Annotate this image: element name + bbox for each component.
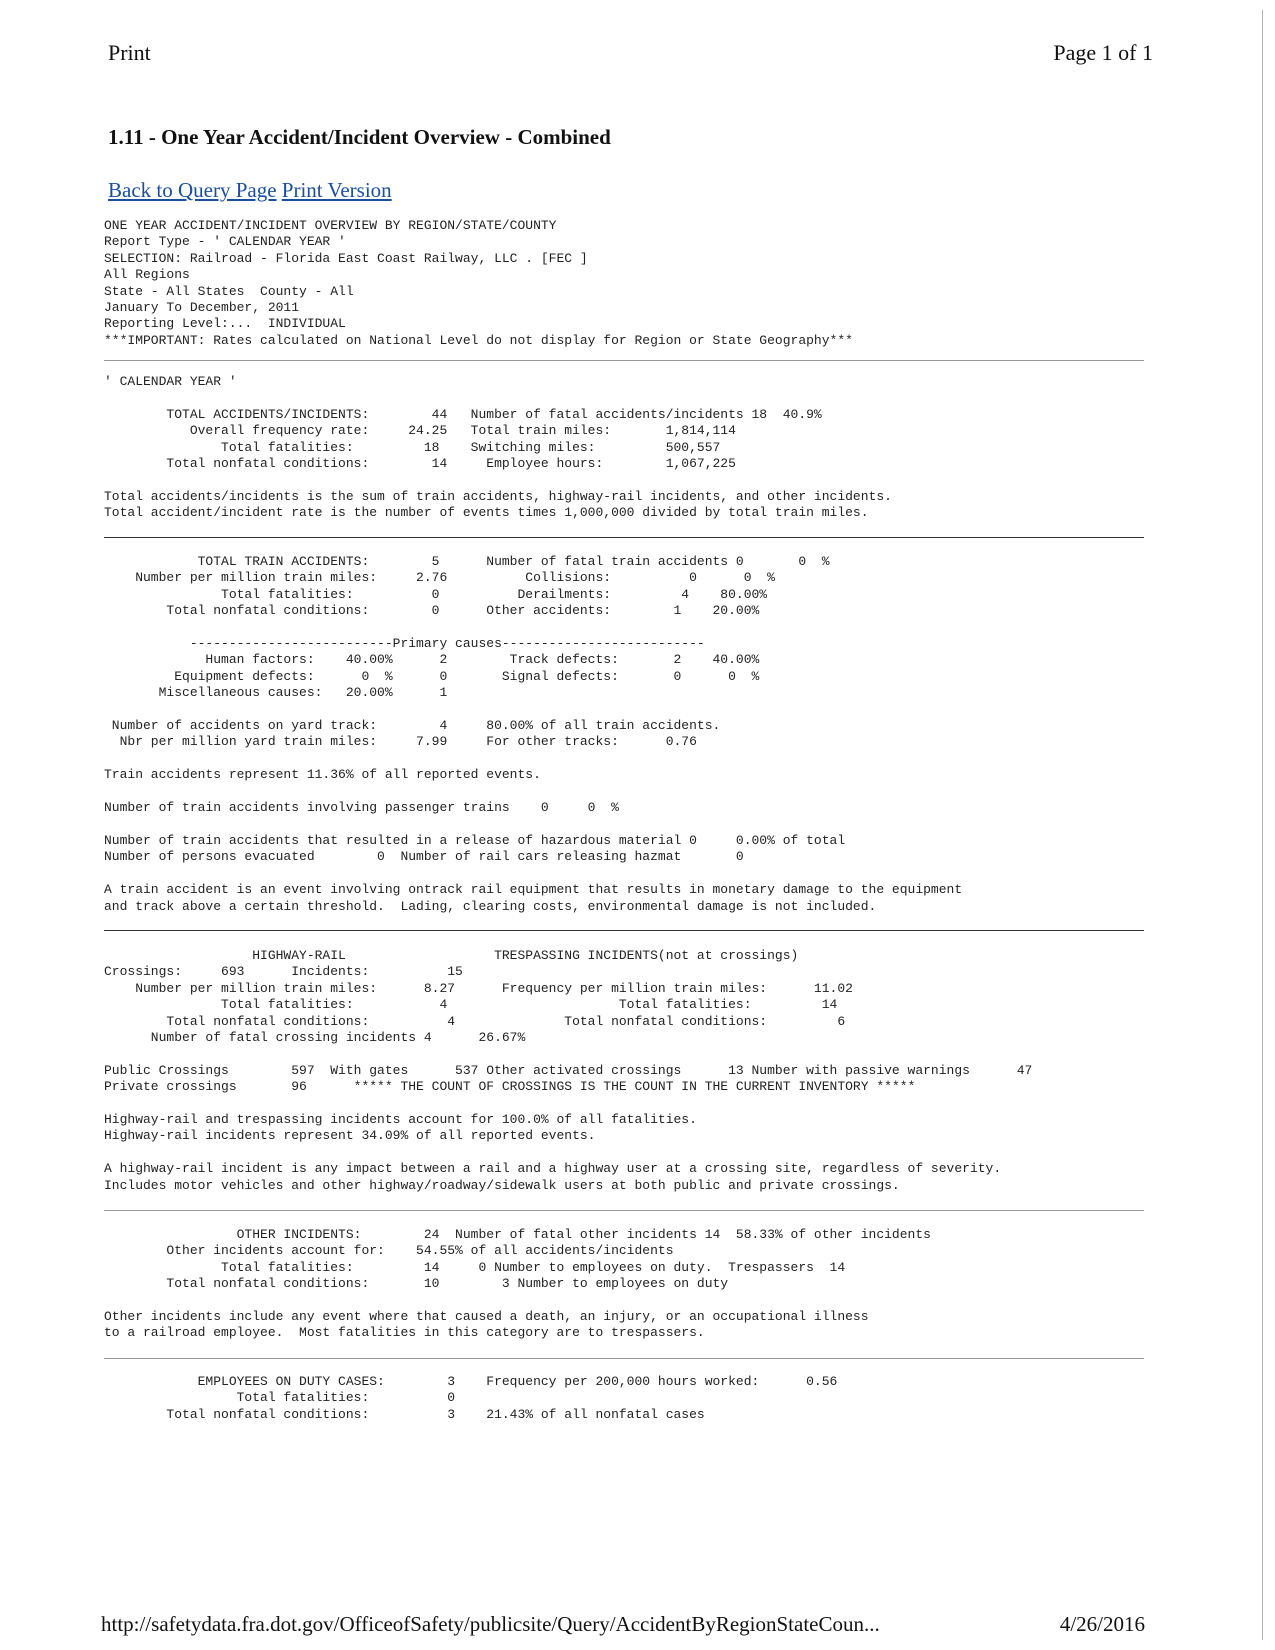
report-line: SELECTION: Railroad - Florida East Coast Railway, LLC . [FEC ]	[104, 250, 588, 266]
report-line: Number of fatal crossing incidents 4 26.67%	[104, 1030, 526, 1046]
footer-url: http://safetydata.fra.dot.gov/OfficeofSafety/publicsite/Query/AccidentByRegionStateCoun...	[101, 1612, 880, 1636]
other-incidents-section	[104, 1227, 931, 1342]
train-accidents-section	[104, 554, 962, 915]
report-line: Total fatalities: 14 0 Number to employees on duty. Trespassers 14	[104, 1259, 846, 1275]
employees-section	[104, 1374, 837, 1423]
report-line: Total nonfatal conditions: 14 Employee hours: 1,067,225	[104, 456, 736, 472]
page-edge	[1262, 10, 1263, 1640]
report-line: Number of persons evacuated 0 Number of rail cars releasing hazmat 0	[104, 849, 744, 865]
report-line: Total accident/incident rate is the number of events times 1,000,000 divided by total train miles.	[104, 505, 869, 521]
report-line: ONE YEAR ACCIDENT/INCIDENT OVERVIEW BY REGION/STATE/COUNTY	[104, 218, 557, 233]
report-line: Number per million train miles: 8.27 Frequency per million train miles: 11.02	[104, 980, 853, 996]
report-line: Total accidents/incidents is the sum of train accidents, highway-rail incidents, and other incidents.	[104, 488, 892, 504]
report-line: Number per million train miles: 2.76 Collisions: 0 0 %	[104, 570, 775, 586]
report-line: Total nonfatal conditions: 3 21.43% of all nonfatal cases	[104, 1406, 705, 1422]
report-line: TOTAL TRAIN ACCIDENTS: 5 Number of fatal train accidents 0 0 %	[104, 554, 830, 569]
report-line: Other incidents include any event where that caused a death, an injury, or an occupational illness	[104, 1309, 869, 1325]
divider	[104, 930, 1144, 931]
report-header	[104, 218, 853, 349]
report-line: Train accidents represent 11.36% of all reported events.	[104, 767, 541, 783]
report-line: Reporting Level:... INDIVIDUAL	[104, 316, 346, 332]
report-line: Total nonfatal conditions: 10 3 Number to employees on duty	[104, 1276, 729, 1292]
calendar-year-section	[104, 374, 892, 522]
report-title: 1.11 - One Year Accident/Incident Overview - Combined	[108, 125, 611, 149]
report-line: January To December, 2011	[104, 300, 300, 316]
report-line: Highway-rail and trespassing incidents account for 100.0% of all fatalities.	[104, 1112, 697, 1128]
report-line: Human factors: 40.00% 2 Track defects: 2 40.00%	[104, 652, 760, 668]
report-line: Equipment defects: 0 % 0 Signal defects: 0 0 %	[104, 668, 760, 684]
report-line: Total nonfatal conditions: 0 Other accidents: 1 20.00%	[104, 603, 760, 619]
report-line: Report Type - ' CALENDAR YEAR '	[104, 234, 346, 250]
report-line: Total fatalities: 4 Total fatalities: 14	[104, 997, 838, 1013]
report-line: Miscellaneous causes: 20.00% 1	[104, 685, 448, 701]
report-line: to a railroad employee. Most fatalities in this category are to trespassers.	[104, 1325, 705, 1341]
report-line: Nbr per million yard train miles: 7.99 For other tracks: 0.76	[104, 734, 697, 750]
report-line: Highway-rail incidents represent 34.09% of all reported events.	[104, 1128, 596, 1144]
report-line: Crossings: 693 Incidents: 15	[104, 964, 463, 980]
nav-links	[108, 178, 392, 203]
report-line: Overall frequency rate: 24.25 Total train miles: 1,814,114	[104, 423, 736, 439]
footer-date: 4/26/2016	[1059, 1612, 1145, 1636]
print-label: Print	[108, 40, 151, 65]
report-line: --------------------------Primary causes--------------------------	[104, 636, 705, 652]
report-line: A highway-rail incident is any impact between a rail and a highway user at a crossing site, regardless of severity.	[104, 1161, 1002, 1177]
report-line: Private crossings 96 ***** THE COUNT OF CROSSINGS IS THE COUNT IN THE CURRENT INVENTORY *****	[104, 1079, 916, 1095]
report-line: Number of train accidents that resulted in a release of hazardous material 0 0.00% of total	[104, 832, 846, 848]
report-line: Total fatalities: 0 Derailments: 4 80.00%	[104, 586, 768, 602]
divider	[104, 1210, 1144, 1211]
report-line: EMPLOYEES ON DUTY CASES: 3 Frequency per 200,000 hours worked: 0.56	[104, 1374, 838, 1389]
report-line: Number of accidents on yard track: 4 80.00% of all train accidents.	[104, 718, 721, 734]
report-line: TOTAL ACCIDENTS/INCIDENTS: 44 Number of fatal accidents/incidents 18 40.9%	[104, 406, 822, 422]
back-to-query-link[interactable]: Back to Query Page	[108, 178, 277, 202]
report-line: Other incidents account for: 54.55% of all accidents/incidents	[104, 1243, 674, 1259]
report-line: and track above a certain threshold. Lading, clearing costs, environmental damage is not included.	[104, 898, 877, 914]
page-number: Page 1 of 1	[1053, 40, 1153, 65]
report-line: A train accident is an event involving ontrack rail equipment that results in monetary damage to the equipment	[104, 882, 963, 898]
report-line: Total fatalities: 0	[104, 1390, 456, 1406]
report-line: State - All States County - All	[104, 283, 354, 299]
divider	[104, 360, 1144, 361]
report-line: ' CALENDAR YEAR '	[104, 374, 237, 389]
report-line: Number of train accidents involving passenger trains 0 0 %	[104, 800, 619, 816]
report-line: HIGHWAY-RAIL TRESPASSING INCIDENTS(not at crossings)	[104, 948, 799, 963]
report-line: Public Crossings 597 With gates 537 Other activated crossings 13 Number with passive warnings 47	[104, 1062, 1033, 1078]
report-line: Total fatalities: 18 Switching miles: 500,557	[104, 439, 721, 455]
report-line: OTHER INCIDENTS: 24 Number of fatal other incidents 14 58.33% of other incidents	[104, 1227, 931, 1242]
divider	[104, 537, 1144, 538]
print-version-link[interactable]: Print Version	[281, 178, 392, 202]
report-line: ***IMPORTANT: Rates calculated on National Level do not display for Region or State Geography***	[104, 332, 853, 348]
report-line: Total nonfatal conditions: 4 Total nonfatal conditions: 6	[104, 1013, 846, 1029]
report-line: Includes motor vehicles and other highway/roadway/sidewalk users at both public and private crossings.	[104, 1177, 900, 1193]
divider	[104, 1358, 1144, 1359]
report-line: All Regions	[104, 267, 190, 283]
highway-rail-section	[104, 948, 1032, 1194]
